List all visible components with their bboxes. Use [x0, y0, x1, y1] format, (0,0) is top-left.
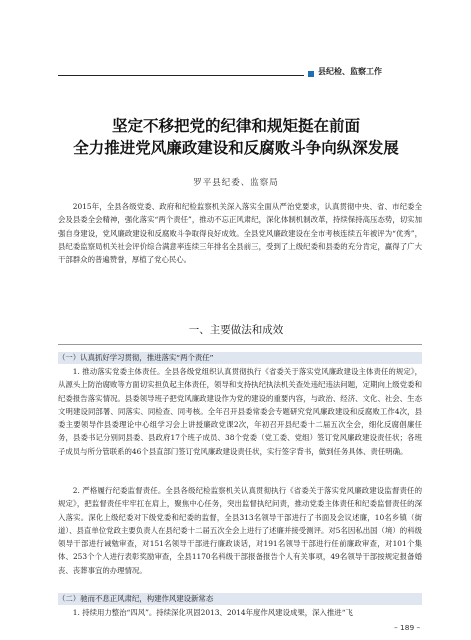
- paragraph-2: 2. 严格履行纪委监督责任。全县各级纪检监察机关认真贯彻执行《省委关于落实党风廉政建设监督责任的规定》，把监督责任牢牢扛在肩上，聚焦中心任务，突出监督执纪问责，推动党委主体责任和纪委监督责任的深入落实。深化上级纪委对下级党委和纪委的监督，全县313名领导干部进行了书面及会议述廉，10名乡镇（街道）、县直单位党政主要负责人在县纪委十二届五次全会上进行了述廉并接受测评。对5名因私出国（境）的科级领导干部进行诫勉审查，对151名领导干部进行廉政谈话，对191名领导干部进行任前廉政审查，对101个集体、253个个人进行表彰奖励审查，全县1170名科级干部报备报告个人有关事项，49名领导干部按规定报备婚丧、丧葬事宜的办理情况。: [58, 486, 422, 575]
- subheading-1: （一）认真抓好学习贯彻，推进落实“两个责任”: [58, 352, 422, 364]
- running-header: [58, 66, 420, 80]
- intro-paragraph: 2015年，全县各级党委、政府和纪检监察机关深入落实全面从严治党要求，认真贯彻中央、省、市纪委全会及县委全会精神，强化落实“两个责任”，推动不忘正风肃纪，深化体制机制改革，持续保持高压态势，切实加强自身建设，党风廉政建设和反腐败斗争取得良好成效。全县党风廉政建设在全市考核连续五年被评为“优秀”，县纪委监察局机关社会评价综合满意率连续三年排名全县前三，受到了上级纪委和县委的充分肯定，赢得了广大干部群众的普遍赞誉，厚植了党心民心。: [58, 202, 422, 265]
- page-number: – 189 –: [394, 623, 421, 632]
- square-bullet-icon: [308, 71, 314, 77]
- section-divider: [58, 344, 422, 345]
- paragraph-3: 1. 持续用力整治“四风”。持续深化巩固2013、2014年度作风建设成果，深入推进“飞: [72, 608, 353, 617]
- subheading-2: （二）驰而不息正风肃纪，构建作风建设新常态: [58, 593, 422, 605]
- header-rule: [58, 75, 304, 76]
- article-title-line2: 全力推进党风廉政建设和反腐败斗争向纵深发展: [73, 138, 399, 157]
- article-title-line1: 坚定不移把党的纪律和规矩挺在前面: [111, 116, 360, 135]
- article-author: 罗平县纪委、监察局: [193, 178, 279, 188]
- section-heading: 一、主要做法和成效: [188, 324, 284, 336]
- header-section-label: 县纪检、监察工作: [318, 67, 382, 76]
- paragraph-1: 1. 推动落实党委主体责任。全县各级党组织认真贯彻执行《省委关于落实党风廉政建设主体责任的规定》，从源头上防治腐败等方面切实担负起主体责任，领导和支持执纪执法机关查处违纪违法问题，定期向上级党委和纪委报告落实情况。县委领导班子把党风廉政建设作为党的建设的重要内容，与政治、经济、文化、社会、生态文明建设同部署、同落实、同检查、同考核。全年召开县委常委会专题研究党风廉政建设和反腐败工作4次，县委主要领导作县委理论中心组学习会上讲授廉政党课2次，年初召开县纪委十二届五次全会，细化反腐倡廉任务，县委书记分别同县委、县政府17个班子成员、38个党委（党工委、党组）签订党风廉政建设责任状；各班子成员与所分管联系的46个县直部门签订党风廉政建设责任状，实行签字背书，做到任务具体、责任明确。: [58, 367, 422, 456]
